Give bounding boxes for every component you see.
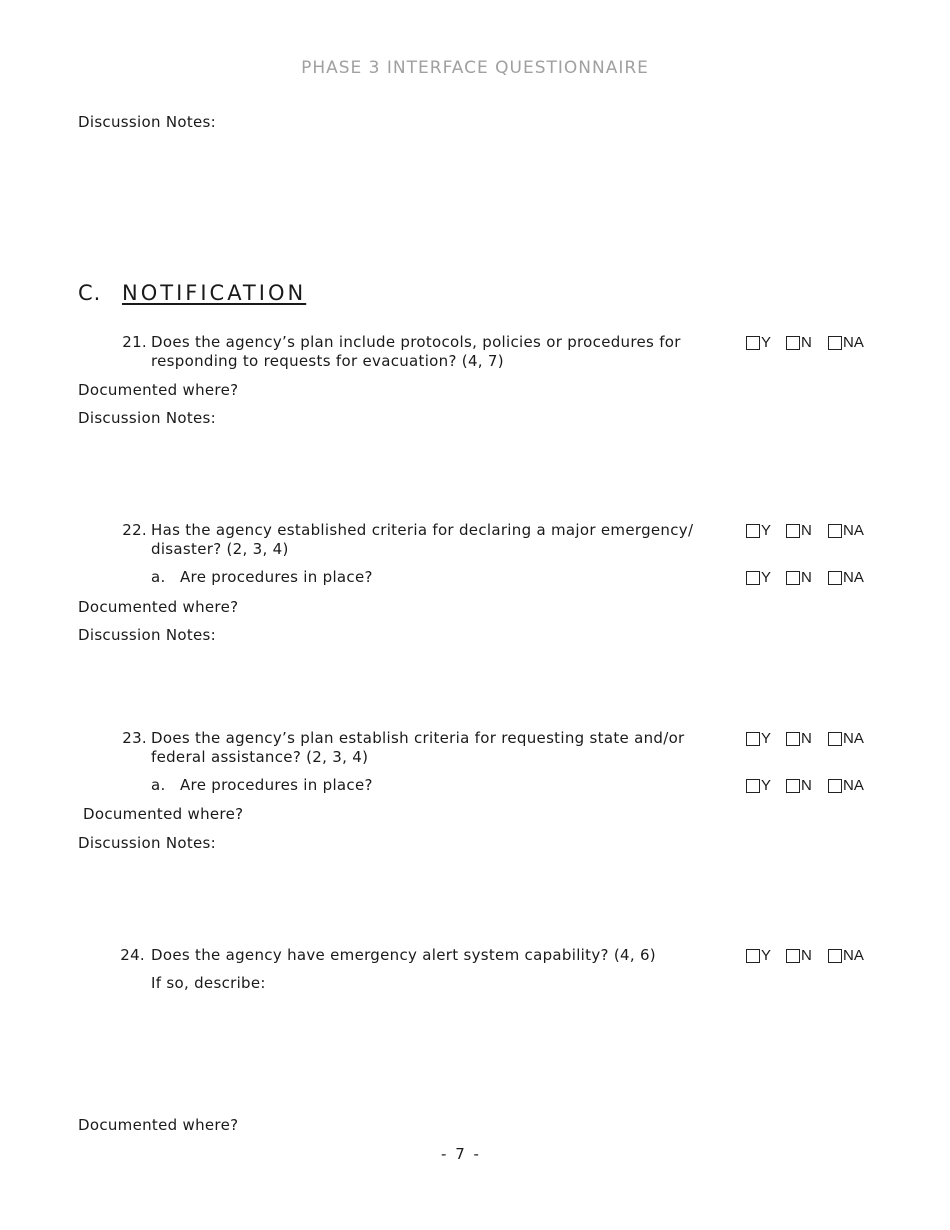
option-no[interactable]: N [786,730,812,747]
checkbox-yes[interactable] [746,949,760,963]
option-na[interactable]: NA [828,522,864,539]
checkbox-na[interactable] [828,336,842,350]
option-yes[interactable]: Y [746,334,771,351]
answer-options [746,569,876,587]
checkbox-no[interactable] [786,524,800,538]
question-text: Does the agency’s plan include protocols, policies or procedures for [151,333,681,351]
documented-where-label: Documented where? [78,598,239,616]
checkbox-yes[interactable] [746,524,760,538]
answer-options [746,730,876,748]
question-text: Does the agency have emergency alert system capability? (4, 6) [151,946,656,964]
checkbox-yes[interactable] [746,779,760,793]
question-number: 21. [122,333,147,351]
option-na[interactable]: NA [828,569,864,586]
option-yes[interactable]: Y [746,522,771,539]
checkbox-no[interactable] [786,779,800,793]
option-na[interactable]: NA [828,947,864,964]
checkbox-na[interactable] [828,779,842,793]
question-text: federal assistance? (2, 3, 4) [151,748,369,766]
sub-question-text: Are procedures in place? [180,776,373,794]
answer-options [746,334,876,352]
checkbox-no[interactable] [786,336,800,350]
sub-question-text: Are procedures in place? [180,568,373,586]
option-no[interactable]: N [786,569,812,586]
option-yes[interactable]: Y [746,947,771,964]
option-yes[interactable]: Y [746,569,771,586]
option-no[interactable]: N [786,522,812,539]
discussion-notes-label: Discussion Notes: [78,113,217,131]
section-title: NOTIFICATION [122,281,307,305]
sub-question-letter: a. [151,776,166,794]
checkbox-yes[interactable] [746,571,760,585]
checkbox-na[interactable] [828,571,842,585]
checkbox-na[interactable] [828,949,842,963]
option-na[interactable]: NA [828,730,864,747]
option-yes[interactable]: Y [746,777,771,794]
page-number: - 7 - [441,1145,481,1163]
answer-options [746,777,876,795]
option-na[interactable]: NA [828,777,864,794]
question-number: 22. [122,521,147,539]
section-letter: C. [78,281,102,305]
answer-options [746,522,876,540]
if-so-describe-label: If so, describe: [151,974,266,992]
question-number: 23. [122,729,147,747]
discussion-notes-label: Discussion Notes: [78,626,217,644]
checkbox-no[interactable] [786,571,800,585]
documented-where-label: Documented where? [78,381,239,399]
question-number: 24. [120,946,145,964]
documented-where-label: Documented where? [78,1116,239,1134]
option-na[interactable]: NA [828,334,864,351]
checkbox-yes[interactable] [746,732,760,746]
checkbox-na[interactable] [828,524,842,538]
discussion-notes-label: Discussion Notes: [78,409,217,427]
checkbox-na[interactable] [828,732,842,746]
question-text: Does the agency’s plan establish criteria for requesting state and/or [151,729,685,747]
question-text: Has the agency established criteria for declaring a major emergency/ [151,521,694,539]
discussion-notes-label: Discussion Notes: [78,834,217,852]
question-text: disaster? (2, 3, 4) [151,540,289,558]
page-header-title: PHASE 3 INTERFACE QUESTIONNAIRE [301,58,649,78]
option-yes[interactable]: Y [746,730,771,747]
option-no[interactable]: N [786,947,812,964]
option-no[interactable]: N [786,334,812,351]
checkbox-yes[interactable] [746,336,760,350]
question-text: responding to requests for evacuation? (4, 7) [151,352,504,370]
checkbox-no[interactable] [786,732,800,746]
checkbox-no[interactable] [786,949,800,963]
option-no[interactable]: N [786,777,812,794]
answer-options [746,947,876,965]
sub-question-letter: a. [151,568,166,586]
documented-where-label: Documented where? [83,805,244,823]
